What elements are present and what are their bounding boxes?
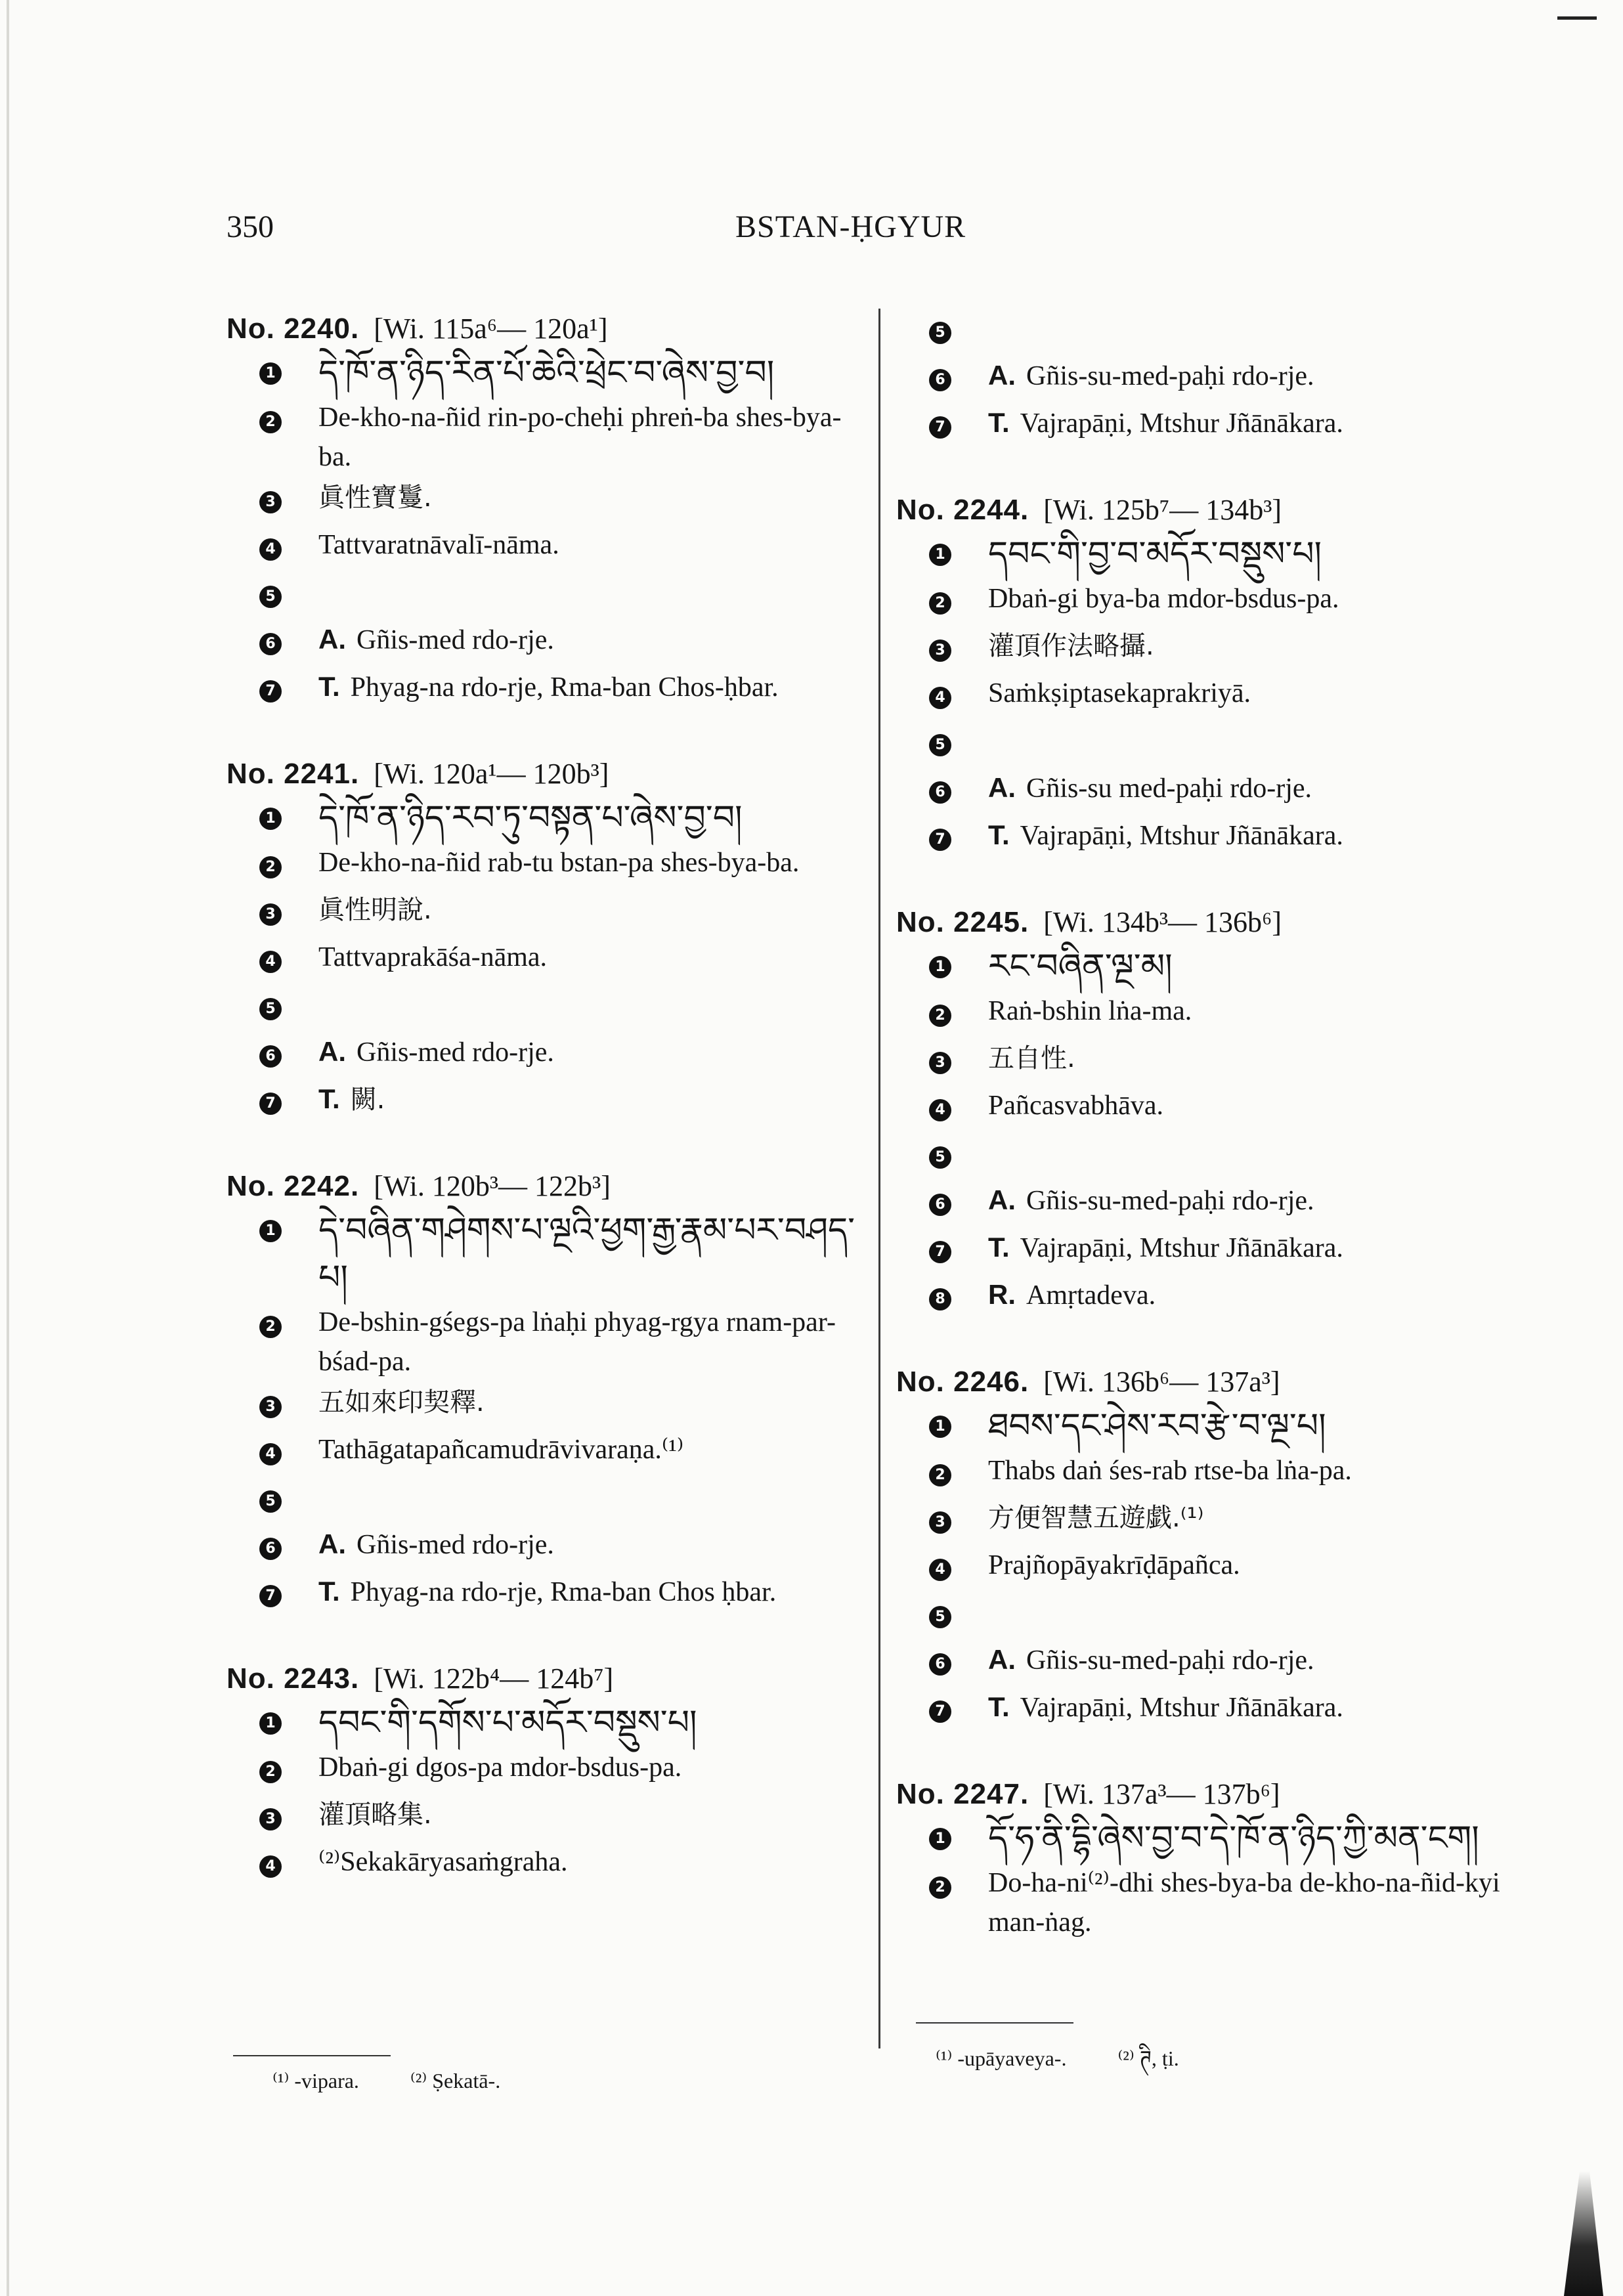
entry-field-1 [227,349,870,397]
role-label: A. [988,360,1016,391]
entry-heading [227,1166,870,1207]
footnote-rule-right [916,2022,1073,2024]
field-number-badge: 5 [259,998,282,1020]
chinese-title: 五自性. [988,1043,1075,1073]
field-number-badge: 1 [929,1416,951,1438]
entry-field-3 [896,626,1540,672]
wi-reference: [Wi. 134b³— 136b⁶] [1043,906,1282,938]
column-divider [878,309,880,2048]
field-number-badge: 7 [929,829,951,851]
field-number-badge: 7 [929,416,951,439]
entry-heading [227,1658,870,1699]
catalog-entry [896,309,1540,449]
tibetan-title: དེ་བཞིན་གཤེགས་པ་ལྔའི་ཕྱག་རྒྱ་རྣམ་པར་བཤད་པ། [318,1211,855,1297]
field-number-badge: 5 [929,1606,951,1628]
catalog-entry [227,309,870,713]
field-text: Phyag-na rdo-rje, Rma-ban Chos-ḥbar. [350,672,779,703]
role-label: T. [988,1232,1010,1263]
entry-field-7 [227,1572,870,1618]
field-text: Vajrapāṇi, Mtshur Jñānākara. [1020,1693,1343,1723]
entry-heading [896,1774,1540,1815]
field-number-badge: 2 [929,592,951,615]
entry-field-6 [227,1525,870,1570]
entry-field-7 [896,403,1540,449]
tibetan-title: དབང་གི་དགོས་པ་མདོར་བསྡུས་པ། [318,1703,697,1743]
wi-reference: [Wi. 137a³— 137b⁶] [1043,1778,1280,1810]
field-number-badge: 5 [259,586,282,608]
scan-smudge [1564,2171,1603,2296]
entry-field-4 [896,674,1540,720]
field-number-badge: 6 [259,1538,282,1560]
entry-field-3 [227,1795,870,1841]
catalog-entry [896,490,1540,861]
field-text: De-kho-na-ñid rab-tu bstan-pa shes-bya-ba. [318,848,800,878]
entry-field-5 [896,1593,1540,1639]
entry-field-4 [227,938,870,984]
field-number-badge: 3 [929,639,951,662]
entry-field-6 [227,1032,870,1078]
field-number-badge: 1 [259,808,282,830]
entry-field-2 [227,1303,870,1381]
field-number-badge: 2 [929,1005,951,1027]
wi-reference: [Wi. 120a¹— 120b³] [374,758,609,790]
field-number-badge: 2 [259,856,282,878]
scan-edge [7,0,9,2296]
entry-field-7 [896,1228,1540,1274]
entry-heading [896,902,1540,943]
field-text: Vajrapāṇi, Mtshur Jñānākara. [1020,821,1343,851]
footnotes-right [936,2035,1225,2094]
entry-field-3 [896,1039,1540,1085]
entry-field-5 [227,1477,870,1523]
catalog-entry [227,1166,870,1618]
field-number-badge: 5 [929,734,951,756]
field-text: Gñis-su-med-paḥi rdo-rje. [1026,1186,1314,1216]
page-number: 350 [227,209,274,244]
field-number-badge: 6 [259,1045,282,1068]
entry-field-3 [227,478,870,524]
field-number-badge: 3 [259,1808,282,1830]
entry-field-5 [896,309,1540,355]
entry-field-1 [896,531,1540,578]
chinese-title: 灌頂作法略攝. [988,631,1154,661]
entry-field-3 [227,1383,870,1429]
field-text: Raṅ-bshin lṅa-ma. [988,996,1192,1026]
entry-field-2 [227,398,870,477]
field-text: Gñis-med rdo-rje. [357,625,554,655]
catalog-entry [227,1658,870,1888]
right-column [896,309,1540,1983]
entry-field-6 [896,768,1540,814]
field-number-badge: 6 [929,369,951,391]
field-number-badge: 2 [259,1316,282,1338]
role-label: A. [318,1036,346,1067]
field-text: Pañcasvabhāva. [988,1091,1164,1121]
entry-field-7 [896,1687,1540,1733]
entry-field-6 [896,356,1540,402]
entry-field-4 [227,1842,870,1888]
entry-field-4 [896,1546,1540,1592]
field-text: Gñis-med rdo-rje. [357,1037,554,1068]
entry-number: No. 2241. [227,758,360,790]
tibetan-title: ཐབས་དང་ཤེས་རབ་རྩེ་བ་ལྔ་པ། [988,1406,1326,1446]
field-number-badge: 7 [929,1241,951,1263]
field-text: Saṁkṣiptasekaprakriyā. [988,678,1251,708]
field-text: Prajñopāyakrīḍāpañca. [988,1550,1240,1580]
field-number-badge: 7 [259,1585,282,1607]
entry-field-2 [896,579,1540,625]
role-label: A. [318,624,346,655]
field-text: Vajrapāṇi, Mtshur Jñānākara. [1020,1233,1343,1263]
chinese-title: 眞性明說. [318,895,432,925]
field-number-badge: 4 [929,1559,951,1581]
entry-field-7 [227,1079,870,1125]
role-label: T. [988,407,1010,438]
field-text: Gñis-su-med-paḥi rdo-rje. [1026,361,1314,391]
entry-field-3 [896,1498,1540,1544]
field-number-badge: 2 [259,1761,282,1783]
role-label: T. [318,1576,340,1607]
field-text: De-kho-na-ñid rin-po-cheḥi phreṅ-ba shes-bya-ba. [318,402,842,472]
wi-reference: [Wi. 122b⁴— 124b⁷] [374,1662,614,1695]
entry-field-1 [896,943,1540,990]
field-number-badge: 6 [929,781,951,804]
field-number-badge: 4 [929,1099,951,1121]
role-label: T. [318,671,340,702]
field-number-badge: 4 [259,951,282,973]
entry-number: No. 2240. [227,313,360,345]
entry-field-2 [896,991,1540,1037]
role-label: A. [988,772,1016,803]
entry-field-4 [227,525,870,571]
catalog-entry [227,754,870,1125]
entry-number: No. 2244. [896,494,1029,526]
entry-number: No. 2242. [227,1170,360,1202]
entry-field-7 [227,667,870,713]
chinese-title: 方便智慧五遊戯.⁽¹⁾ [988,1503,1204,1533]
role-label: A. [318,1528,346,1559]
field-number-badge: 1 [259,1712,282,1735]
field-number-badge: 1 [259,1220,282,1242]
field-text: Tathāgatapañcamudrāvivaraṇa.⁽¹⁾ [318,1435,684,1465]
entry-number: No. 2243. [227,1662,360,1695]
field-number-badge: 7 [259,1093,282,1115]
entry-field-6 [896,1180,1540,1226]
field-text: Amṛtadeva. [1026,1280,1156,1310]
wi-reference: [Wi. 136b⁶— 137a³] [1043,1366,1280,1398]
chinese-title: 灌頂略集. [318,1800,432,1830]
entry-field-2 [227,843,870,889]
field-text: ⁽²⁾Sekakāryasaṁgraha. [318,1847,568,1877]
footnote: ⁽¹⁾ -vipara. [272,2069,359,2092]
field-number-badge: 1 [259,362,282,385]
tibetan-title: དེ་ཁོ་ན་ཉིད་རབ་ཏུ་བསྟན་པ་ཞེས་བྱ་བ། [318,798,743,838]
field-number-badge: 7 [929,1700,951,1723]
role-label: T. [988,1691,1010,1722]
tibetan-title: དེ་ཁོ་ན་ཉིད་རིན་པོ་ཆེའི་ཕྲེང་བ་ཞེས་བྱ་བ། [318,353,775,393]
role-label: R. [988,1279,1016,1310]
entry-field-4 [896,1086,1540,1132]
field-number-badge: 6 [259,633,282,655]
entry-heading [896,1362,1540,1402]
field-number-badge: 4 [259,538,282,561]
field-number-badge: 3 [929,1052,951,1074]
entry-field-3 [227,890,870,936]
scan-mark [1557,16,1597,20]
entry-heading [227,309,870,349]
field-number-badge: 3 [259,1396,282,1418]
footnotes-left [272,2068,546,2093]
entry-field-5 [227,573,870,618]
chinese-title: 眞性寶鬘. [318,483,432,513]
entry-field-6 [896,1640,1540,1686]
field-text: Vajrapāṇi, Mtshur Jñānākara. [1020,408,1343,439]
entry-field-5 [896,1133,1540,1179]
field-number-badge: 1 [929,544,951,566]
field-text: Gñis-med rdo-rje. [357,1530,554,1560]
wi-reference: [Wi. 120b³— 122b³] [374,1170,611,1202]
field-text: Tattvaprakāśa-nāma. [318,942,548,972]
field-text: Dbaṅ-gi bya-ba mdor-bsdus-pa. [988,584,1339,614]
entry-field-1 [896,1815,1540,1862]
entry-field-5 [227,985,870,1031]
field-number-badge: 6 [929,1194,951,1216]
field-number-badge: 2 [929,1464,951,1486]
tibetan-title: དོ་ཧ་ནི་དྷི་ཞེས་བྱ་བ་དེ་ཁོ་ན་ཉིད་ཀྱི་མན་ངག། [988,1819,1479,1858]
field-number-badge: 5 [929,1146,951,1169]
field-text: Phyag-na rdo-rje, Rma-ban Chos ḥbar. [350,1577,777,1607]
catalog-entry [896,1774,1540,1942]
field-number-badge: 5 [259,1490,282,1513]
footnote-rule-left [233,2055,391,2056]
field-text: Thabs daṅ śes-rab rtse-ba lṅa-pa. [988,1456,1352,1486]
entry-field-2 [896,1863,1540,1942]
field-number-badge: 7 [259,680,282,703]
entry-field-1 [227,1207,870,1301]
field-number-badge: 3 [259,491,282,513]
entry-field-7 [896,815,1540,861]
entry-field-2 [227,1748,870,1794]
wi-reference: [Wi. 115a⁶— 120a¹] [374,313,608,345]
field-number-badge: 4 [259,1443,282,1465]
entry-number: No. 2245. [896,906,1029,938]
field-number-badge: 2 [929,1876,951,1899]
chinese-title: 五如來印契釋. [318,1387,485,1418]
footnote: ⁽²⁾ Ṣekatā-. [410,2069,501,2092]
field-number-badge: 1 [929,1828,951,1850]
field-number-badge: 8 [929,1288,951,1310]
field-text: Gñis-su med-paḥi rdo-rje. [1026,773,1312,804]
field-text: Dbaṅ-gi dgos-pa mdor-bsdus-pa. [318,1752,682,1783]
entry-field-2 [896,1451,1540,1497]
role-label: A. [988,1184,1016,1215]
footnote: ⁽²⁾ ཊི, ṭi. [1117,2047,1179,2070]
entry-field-4 [227,1430,870,1476]
entry-field-1 [227,794,870,842]
role-label: A. [988,1644,1016,1675]
entry-field-6 [227,620,870,666]
catalog-entry [896,1362,1540,1733]
left-column [227,309,870,1929]
entry-field-8 [896,1275,1540,1321]
field-number-badge: 2 [259,411,282,433]
field-number-badge: 4 [929,687,951,709]
field-number-badge: 1 [929,956,951,978]
field-number-badge: 6 [929,1653,951,1676]
entry-number: No. 2247. [896,1778,1029,1810]
wi-reference: [Wi. 125b⁷— 134b³] [1043,494,1282,526]
footnote: ⁽¹⁾ -upāyaveya-. [936,2047,1067,2070]
entry-heading [896,490,1540,531]
role-label: T. [988,819,1010,850]
field-number-badge: 5 [929,322,951,344]
field-text: Gñis-su-med-paḥi rdo-rje. [1026,1645,1314,1676]
field-text: Tattvaratnāvalī-nāma. [318,530,559,560]
field-text: Do-ha-ni⁽²⁾-dhi shes-bya-ba de-kho-na-ñid-kyi man-ṅag. [988,1868,1500,1938]
entry-number: No. 2246. [896,1366,1029,1398]
chinese-title: 闕. [350,1085,385,1115]
field-number-badge: 3 [929,1511,951,1534]
field-number-badge: 3 [259,903,282,926]
entry-field-1 [227,1699,870,1746]
tibetan-title: རང་བཞིན་ལྔ་མ། [988,947,1173,986]
entry-field-5 [896,721,1540,767]
field-text: De-bshin-gśegs-pa lṅaḥi phyag-rgya rnam-par-bśad-pa. [318,1307,836,1377]
running-head: BSTAN-ḤGYUR [735,209,966,244]
entry-field-1 [896,1402,1540,1450]
tibetan-title: དབང་གི་བྱ་བ་མདོར་བསྡུས་པ། [988,534,1322,574]
role-label: T. [318,1083,340,1114]
entry-heading [227,754,870,794]
field-number-badge: 4 [259,1855,282,1878]
catalog-entry [896,902,1540,1321]
